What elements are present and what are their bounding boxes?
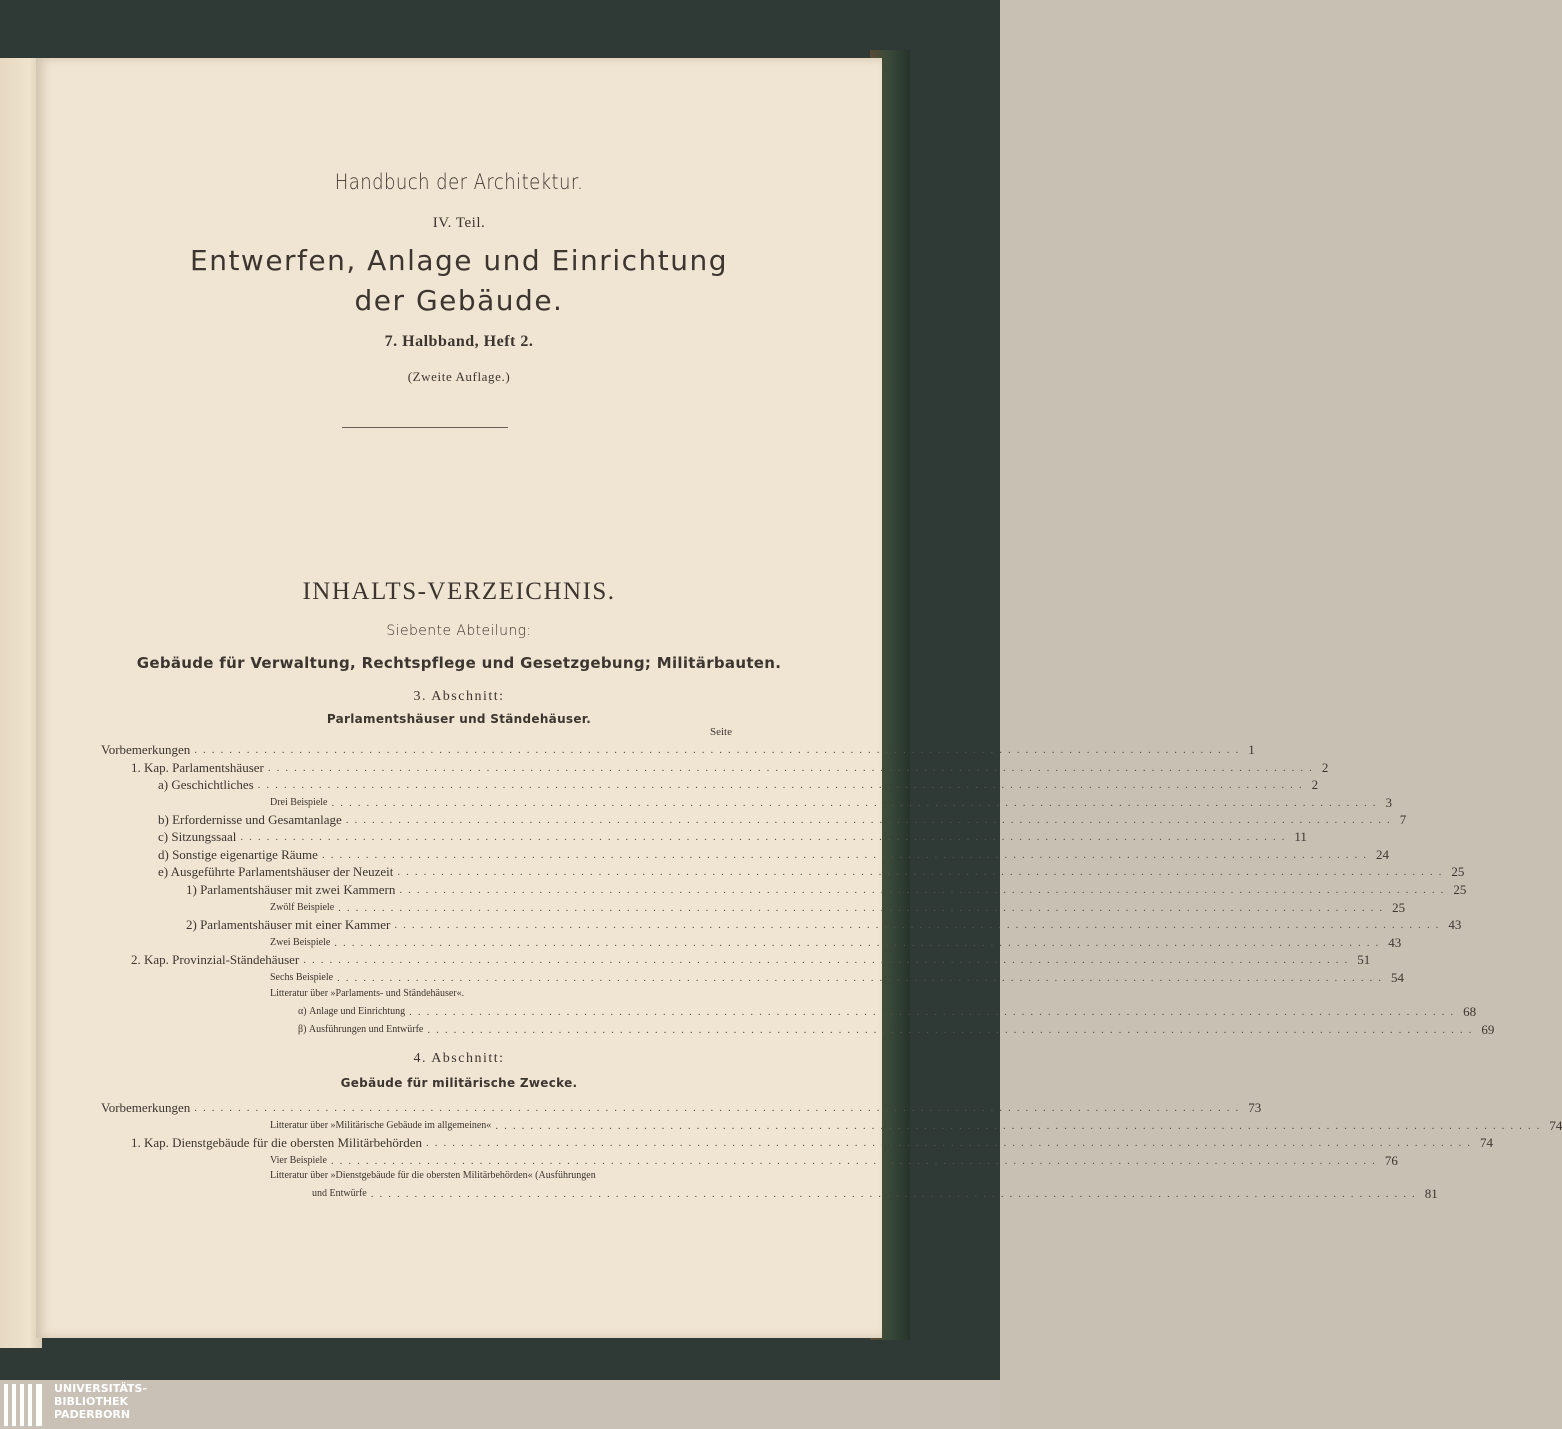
book-page — [36, 58, 1562, 1338]
toc-entry: 1. Kap. Parlamentshäuser ........................................................................................................................ 2 — [131, 760, 1329, 775]
page-column-header: Seite — [710, 726, 732, 738]
toc-entry: Sechs Beispiele ........................................................................................................................ 54 — [270, 970, 1405, 985]
toc-entry: c) Sitzungssaal ........................................................................................................................ 11 — [158, 829, 1307, 844]
toc-note: Litteratur über »Parlaments- und Ständehäuser«. — [270, 988, 465, 999]
edition-label: (Zweite Auflage.) — [407, 369, 511, 384]
toc-entry: Vorbemerkungen ........................................................................................................................ 73 — [101, 1100, 1262, 1115]
section-4-label: 4. Abschnitt: — [413, 1051, 505, 1066]
toc-entry: β) Ausführungen und Entwürfe ........................................................................................................................ 69 — [298, 1022, 1495, 1037]
division-title: Gebäude für Verwaltung, Rechtspflege und Gesetzgebung; Militärbauten. — [136, 654, 782, 672]
section-3-label: 3. Abschnitt: — [413, 689, 505, 704]
toc-entry: Zwölf Beispiele ........................................................................................................................ 25 — [270, 900, 1406, 915]
contents-heading: INHALTS-VERZEICHNIS. — [302, 578, 616, 605]
toc-entry: Vier Beispiele ........................................................................................................................ 76 — [270, 1153, 1398, 1168]
subtitle-line-1: Entwerfen, Anlage und Einrichtung — [190, 244, 728, 277]
toc-entry: und Entwürfe ........................................................................................................................ 81 — [312, 1186, 1438, 1201]
library-logo-text: UNIVERSITÄTS- BIBLIOTHEK PADERBORN — [54, 1382, 148, 1421]
toc-entry: α) Anlage und Einrichtung ........................................................................................................................ 68 — [298, 1004, 1477, 1019]
toc-entry: 1) Parlamentshäuser mit zwei Kammern ........................................................................................................................ 25 — [186, 882, 1467, 897]
toc-entry: 2) Parlamentshäuser mit einer Kammer ........................................................................................................................ 43 — [186, 917, 1462, 932]
toc-entry: e) Ausgeführte Parlamentshäuser der Neuzeit ........................................................................................................................ 25 — [158, 864, 1465, 879]
subtitle-line-2: der Gebäude. — [354, 284, 564, 317]
toc-entry: Vorbemerkungen ........................................................................................................................ 1 — [101, 742, 1255, 757]
division-label: Siebente Abteilung: — [386, 623, 532, 639]
volume-label: 7. Halbband, Heft 2. — [384, 333, 534, 350]
section-4-title: Gebäude für militärische Zwecke. — [340, 1076, 578, 1090]
part-label: IV. Teil. — [432, 215, 486, 231]
library-logo-icon — [4, 1384, 50, 1426]
toc-entry: Litteratur über »Militärische Gebäude im allgemeinen« ........................................................................................................................ 74 — [270, 1118, 1562, 1133]
toc-entry: 2. Kap. Provinzial-Ständehäuser ........................................................................................................................ 51 — [131, 952, 1371, 967]
library-footer — [0, 1380, 1000, 1429]
divider-rule — [342, 427, 508, 428]
section-3-title: Parlamentshäuser und Ständehäuser. — [326, 712, 592, 726]
toc-entry: 1. Kap. Dienstgebäude für die obersten Militärbehörden ........................................................................................................................ 74 — [131, 1135, 1493, 1150]
toc-entry: Zwei Beispiele ........................................................................................................................ 43 — [270, 935, 1402, 950]
toc-entry: b) Erfordernisse und Gesamtanlage ........................................................................................................................ 7 — [158, 812, 1407, 827]
toc-entry: Drei Beispiele ........................................................................................................................ 3 — [270, 795, 1392, 810]
toc-entry: d) Sonstige eigenartige Räume ........................................................................................................................ 24 — [158, 847, 1389, 862]
book-title: Handbuch der Architektur. — [334, 170, 584, 194]
toc-note: Litteratur über »Dienstgebäude für die obersten Militärbehörden« (Ausführungen — [270, 1170, 596, 1181]
toc-entry: a) Geschichtliches ........................................................................................................................ 2 — [158, 777, 1319, 792]
